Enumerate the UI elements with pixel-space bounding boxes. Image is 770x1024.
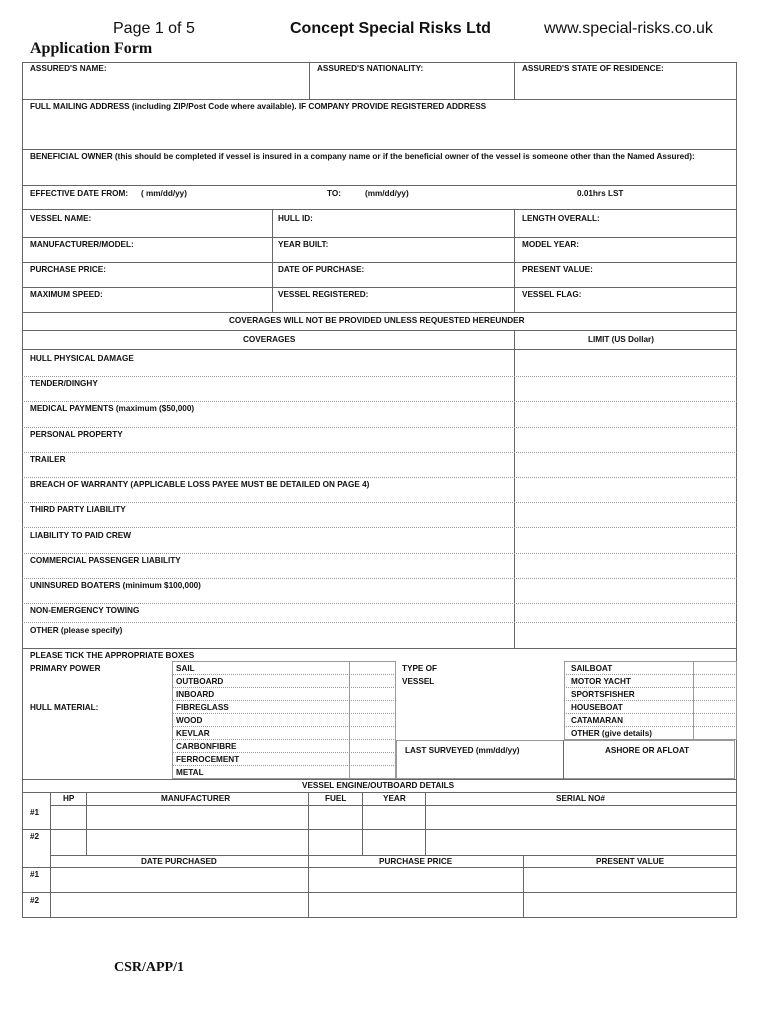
coverage-item: LIABILITY TO PAID CREW	[30, 531, 131, 540]
beneficial-owner-label: BENEFICIAL OWNER (this should be completed if vessel is insured in a company name or if the beneficial owner of the vessel is someone other than the Named Assured):	[30, 152, 695, 161]
present-value-label: PRESENT VALUE:	[522, 265, 593, 274]
option-motor-yacht: MOTOR YACHT	[571, 677, 631, 686]
form-reference: CSR/APP/1	[114, 960, 184, 975]
engine-details-title: VESSEL ENGINE/OUTBOARD DETAILS	[302, 781, 455, 790]
option-sail: SAIL	[176, 664, 195, 673]
option-other: OTHER (give details)	[571, 729, 652, 738]
purchase-price-header: PURCHASE PRICE	[379, 857, 453, 866]
last-surveyed-label: LAST SURVEYED (mm/dd/yy)	[405, 746, 520, 755]
serial-header: SERIAL NO#	[556, 794, 605, 803]
tick-heading: PLEASE TICK THE APPROPRIATE BOXES	[30, 651, 195, 660]
option-sailboat: SAILBOAT	[571, 664, 613, 673]
date-purchased-header: DATE PURCHASED	[141, 857, 217, 866]
effective-from-format: ( mm/dd/yy)	[141, 189, 187, 198]
assured-name-label: ASSURED'S NAME:	[30, 64, 107, 73]
limit-column-header: LIMIT (US Dollar)	[588, 335, 654, 344]
ashore-afloat-label: ASHORE OR AFLOAT	[605, 746, 690, 755]
option-wood: WOOD	[176, 716, 203, 725]
coverage-item: OTHER (please specify)	[30, 626, 123, 635]
model-year-label: MODEL YEAR:	[522, 240, 580, 249]
option-metal: METAL	[176, 768, 204, 777]
year-header: YEAR	[383, 794, 406, 803]
effective-to-format: (mm/dd/yy)	[365, 189, 409, 198]
vessel-type-label: VESSEL	[402, 677, 435, 686]
option-fibreglass: FIBREGLASS	[176, 703, 229, 712]
maximum-speed-label: MAXIMUM SPEED:	[30, 290, 103, 299]
manufacturer-header: MANUFACTURER	[161, 794, 231, 803]
type-of-label: TYPE OF	[402, 664, 438, 673]
assured-nationality-label: ASSURED'S NATIONALITY:	[317, 64, 424, 73]
coverage-item: TRAILER	[30, 455, 66, 464]
engine-purchase-row-1: #1	[30, 870, 40, 879]
option-outboard: OUTBOARD	[176, 677, 224, 686]
vessel-registered-label: VESSEL REGISTERED:	[278, 290, 369, 299]
coverages-notice: COVERAGES WILL NOT BE PROVIDED UNLESS REQUESTED HEREUNDER	[229, 316, 525, 325]
power-hull-tick-column[interactable]	[349, 661, 396, 779]
manufacturer-model-label: MANUFACTURER/MODEL:	[30, 240, 134, 249]
assured-residence-label: ASSURED'S STATE OF RESIDENCE:	[522, 64, 664, 73]
year-built-label: YEAR BUILT:	[278, 240, 329, 249]
vessel-name-label: VESSEL NAME:	[30, 214, 92, 223]
option-carbonfibre: CARBONFIBRE	[176, 742, 237, 751]
engine-row-2: #2	[30, 832, 40, 841]
present-value-header: PRESENT VALUE	[596, 857, 665, 866]
company-name: Concept Special Risks Ltd	[290, 20, 491, 37]
coverage-item: COMMERCIAL PASSENGER LIABILITY	[30, 556, 181, 565]
option-sportsfisher: SPORTSFISHER	[571, 690, 635, 699]
option-kevlar: KEVLAR	[176, 729, 210, 738]
effective-to-label: TO:	[327, 189, 341, 198]
coverage-item: NON-EMERGENCY TOWING	[30, 606, 140, 615]
website: www.special-risks.co.uk	[544, 20, 713, 37]
option-inboard: INBOARD	[176, 690, 215, 699]
effective-from-label: EFFECTIVE DATE FROM:	[30, 189, 129, 198]
purchase-price-label: PURCHASE PRICE:	[30, 265, 106, 274]
option-houseboat: HOUSEBOAT	[571, 703, 623, 712]
page-number: Page 1 of 5	[113, 20, 195, 37]
coverage-item: TENDER/DINGHY	[30, 379, 98, 388]
hull-id-label: HULL ID:	[278, 214, 313, 223]
fuel-header: FUEL	[325, 794, 347, 803]
date-of-purchase-label: DATE OF PURCHASE:	[278, 265, 365, 274]
coverage-item: MEDICAL PAYMENTS (maximum ($50,000)	[30, 404, 195, 413]
coverage-item: THIRD PARTY LIABILITY	[30, 505, 126, 514]
hull-material-label: HULL MATERIAL:	[30, 703, 99, 712]
engine-row-1: #1	[30, 808, 40, 817]
coverage-item: PERSONAL PROPERTY	[30, 430, 123, 439]
hp-header: HP	[63, 794, 75, 803]
effective-time: 0.01hrs LST	[577, 189, 624, 198]
coverages-column-header: COVERAGES	[243, 335, 296, 344]
option-ferrocement: FERROCEMENT	[176, 755, 240, 764]
vessel-flag-label: VESSEL FLAG:	[522, 290, 582, 299]
coverage-item: HULL PHYSICAL DAMAGE	[30, 354, 134, 363]
mailing-address-label: FULL MAILING ADDRESS (including ZIP/Post Code where available). IF COMPANY PROVIDE REGISTERED ADDRESS	[30, 102, 487, 111]
engine-purchase-row-2: #2	[30, 896, 40, 905]
coverage-item: UNINSURED BOATERS (minimum $100,000)	[30, 581, 201, 590]
length-overall-label: LENGTH OVERALL:	[522, 214, 600, 223]
form-title: Application Form	[30, 40, 153, 57]
option-catamaran: CATAMARAN	[571, 716, 623, 725]
primary-power-label: PRIMARY POWER	[30, 664, 101, 673]
coverage-item: BREACH OF WARRANTY (APPLICABLE LOSS PAYEE MUST BE DETAILED ON PAGE 4)	[30, 480, 370, 489]
